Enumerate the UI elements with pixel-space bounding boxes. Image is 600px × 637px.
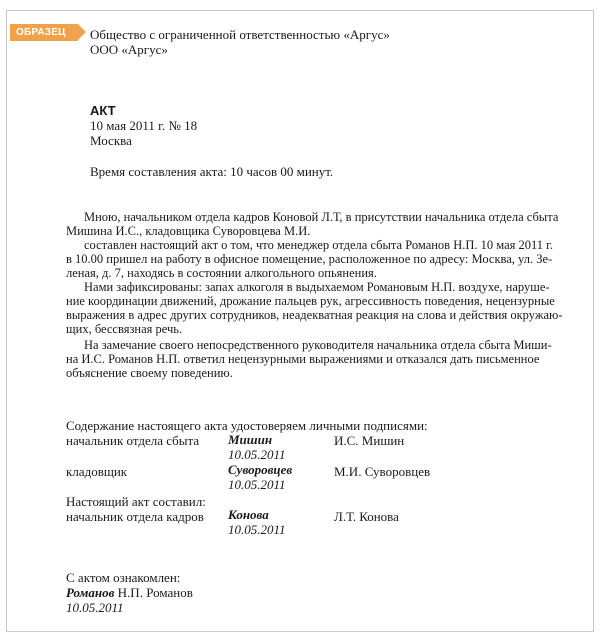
signer-2-position: кладовщик: [66, 464, 128, 479]
signer-1-signature: Мишин: [228, 432, 273, 447]
p3-line-1: Нами зафиксированы: запах алкоголя в выдыхаемом Романовым Н.П. воздухе, наруше-: [84, 280, 550, 294]
acquainted-signature: Романов: [66, 585, 115, 600]
p1-line-2: Мишина И.С., кладовщика Суворовцева М.И.: [66, 224, 311, 238]
p3-line-4: щих, бессвязная речь.: [66, 322, 183, 336]
paragraph-3: [66, 280, 570, 336]
signer-1-position: начальник отдела сбыта: [66, 433, 200, 448]
signer-1-date: 10.05.2011: [228, 447, 286, 462]
p1-line-1: Мною, начальником отдела кадров Коновой Л.Т, в присутствии начальника отдела сбыта: [84, 210, 559, 224]
organization-short-name: ООО «Аргус»: [90, 42, 168, 57]
acquainted-date: 10.05.2011: [66, 600, 124, 615]
p2-line-2: в 10.00 пришел на работу в офисное помещение, расположенное по адресу: Москва, ул. Зе-: [66, 252, 553, 266]
p2-line-3: леная, д. 7, находясь в состоянии алкогольного опьянения.: [66, 266, 377, 280]
act-title: АКТ: [90, 103, 116, 118]
p2-line-1: составлен настоящий акт о том, что менеджер отдела сбыта Романов Н.П. 10 мая 2011 г.: [84, 238, 554, 252]
signer-2-signature: Суворовцев: [228, 462, 293, 477]
paragraph-1: [66, 210, 570, 238]
composer-date: 10.05.2011: [228, 522, 286, 537]
acquainted-label: С актом ознакомлен:: [66, 570, 181, 585]
p4-line-2: на И.С. Романов Н.П. ответил нецензурными выражениями и отказался дать письменное: [66, 352, 540, 366]
composer-position: начальник отдела кадров: [66, 509, 204, 524]
signer-1-name: И.С. Мишин: [334, 433, 405, 448]
p3-line-2: ние координации движений, дрожание пальцев рук, агрессивность поведения, нецензурные: [66, 294, 555, 308]
composed-label: Настоящий акт составил:: [66, 494, 206, 509]
p4-line-3: объяснение своему поведению.: [66, 366, 233, 380]
act-time: Время составления акта: 10 часов 00 минут.: [90, 164, 334, 179]
paragraph-4: [66, 338, 570, 380]
p4-line-1: На замечание своего непосредственного руководителя начальника отдела сбыта Миши-: [84, 338, 552, 352]
sample-badge: ОБРАЗЕЦ: [10, 24, 78, 41]
signatures-intro: Содержание настоящего акта удостоверяем личными подписями:: [66, 418, 428, 433]
organization-full-name: Общество с ограниченной ответственностью «Аргус»: [90, 27, 390, 42]
composer-signature: Конова: [228, 507, 269, 522]
p3-line-3: выражения в адрес других сотрудников, неадекватная реакция на слова и действия окружаю-: [66, 308, 563, 322]
signer-2-date: 10.05.2011: [228, 477, 286, 492]
acquainted-name: Н.П. Романов: [117, 585, 193, 600]
act-date-number: 10 мая 2011 г. № 18: [90, 118, 198, 133]
composer-name: Л.Т. Конова: [334, 509, 399, 524]
paragraph-2: [66, 238, 570, 280]
acquainted-line: [66, 585, 193, 600]
signer-2-name: М.И. Суворовцев: [334, 464, 431, 479]
act-city: Москва: [90, 133, 132, 148]
